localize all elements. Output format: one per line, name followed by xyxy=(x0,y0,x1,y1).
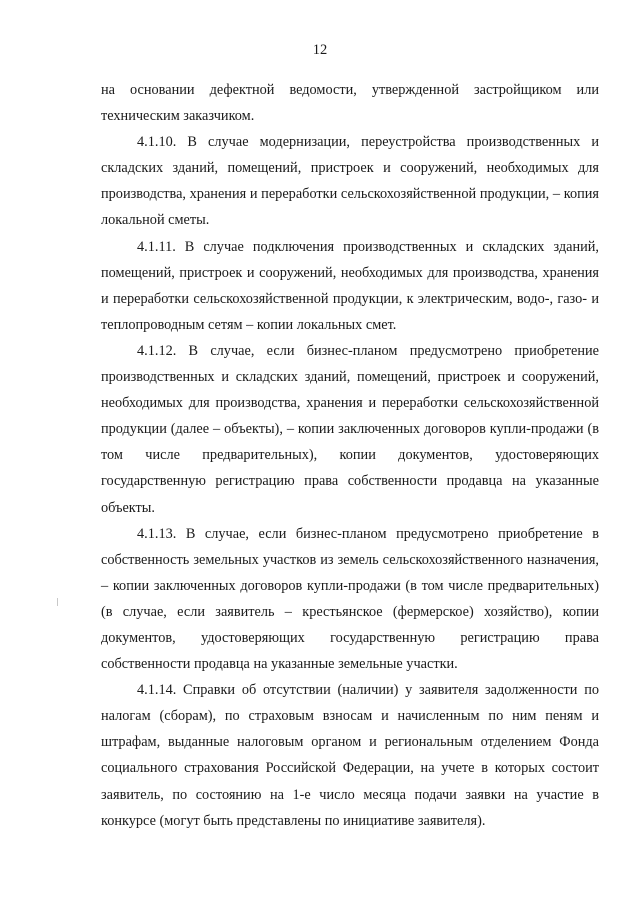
paragraph-4-1-11: 4.1.11. В случае подключения производственных и складских зданий, помещений, пристроек и сооружений, необходимых для производства, хранения и переработки сельскохозяйственной продукции, к электрическим, водо-, газо- и теплопроводным сетям – копии локальных смет. xyxy=(101,238,599,333)
page-number: 12 xyxy=(312,42,328,58)
paragraph-4-1-14: 4.1.14. Справки об отсутствии (наличии) у заявителя задолженности по налогам (сборам), по страховым взносам и начисленным по ним пеням и штрафам, выданные налоговым органом и региональным отделением Фонда социального страхования Российской Федерации, на учете в которых состоит заявитель, по состоянию на 1-е число месяца подачи заявки на участие в конкурсе (могут быть представлены по инициативе заявителя). xyxy=(101,682,599,829)
paragraph-4-1-10: 4.1.10. В случае модернизации, переустройства производственных и складских зданий, помещений, пристроек и сооружений, необходимых для производства, хранения и переработки сельскохозяйственной продукции, – копия локальной сметы. xyxy=(101,134,599,229)
paragraph-continuation: на основании дефектной ведомости, утвержденной застройщиком или техническим заказчиком. xyxy=(101,82,599,125)
paragraph-4-1-13: 4.1.13. В случае, если бизнес-планом предусмотрено приобретение в собственность земельных участков из земель сельскохозяйственного назначения, – копии заключенных договоров купли-продажи (в том числе предварительных) (в случае, если заявитель – крестьянское (фермерское) хозяйство), копии документов, удостоверяющих государственную регистрацию права собственности продавца на указанные земельные участки. xyxy=(101,525,599,673)
scan-margin-mark xyxy=(57,598,58,606)
body-text xyxy=(101,77,599,834)
paragraph-4-1-12: 4.1.12. В случае, если бизнес-планом предусмотрено приобретение производственных и складских зданий, помещений, пристроек и сооружений, необходимых для производства, хранения и переработки сельскохозяйственной продукции (далее – объекты), – копии заключенных договоров купли-продажи (в том числе предварительных), копии документов, удостоверяющих государственную регистрацию права собственности продавца на указанные объекты. xyxy=(101,342,599,516)
